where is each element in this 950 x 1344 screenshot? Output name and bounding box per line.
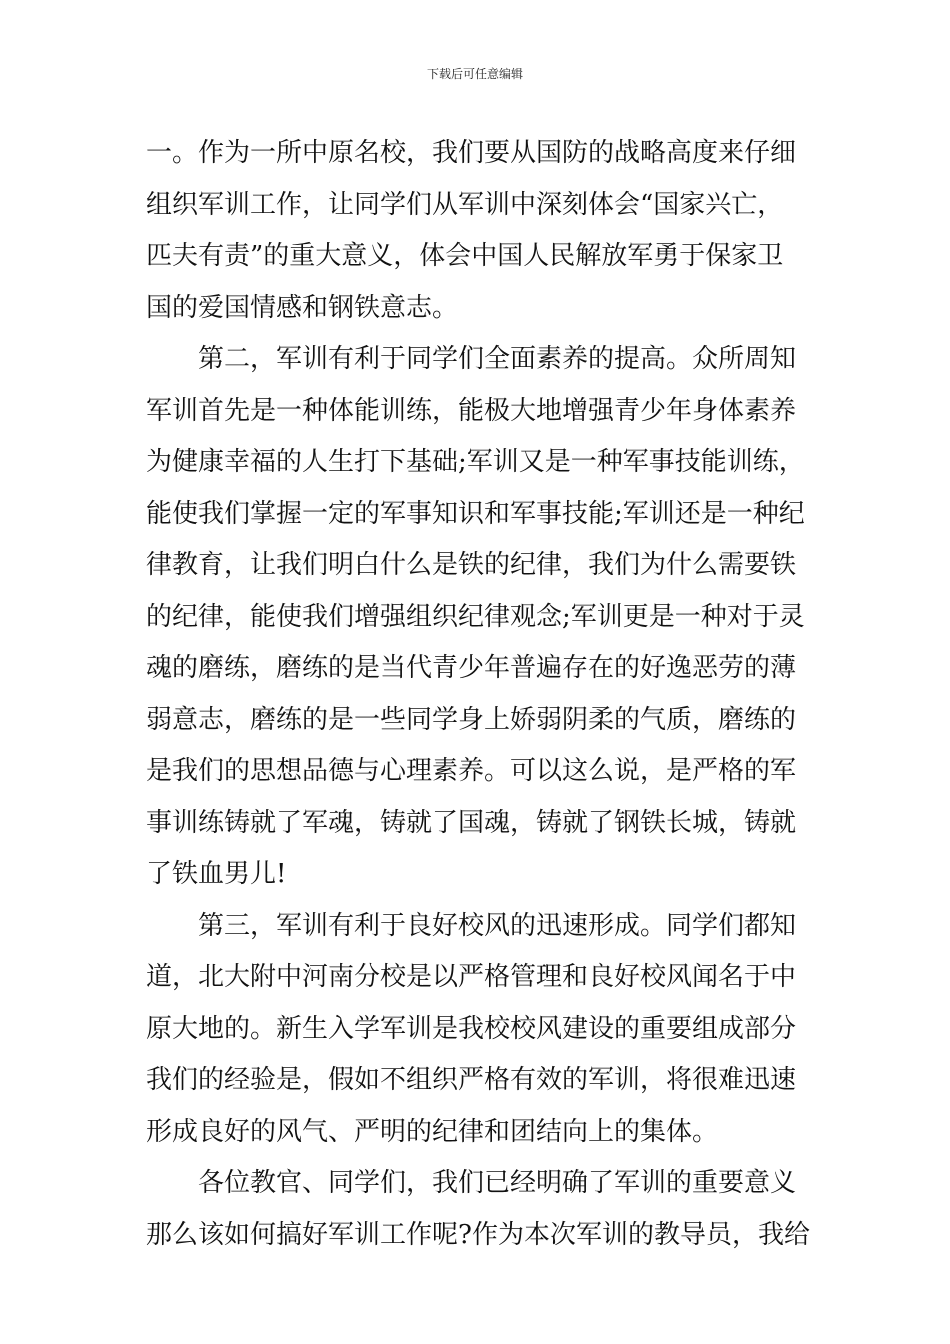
text-line: 组织军训工作，让同学们从军训中深刻体会“国家兴亡，: [146, 189, 784, 220]
document-body: [146, 128, 810, 1261]
text-line: 为健康幸福的人生打下基础;军训又是一种军事技能训练，: [146, 447, 805, 477]
text-line: 道，北大附中河南分校是以严格管理和良好校风闻名于中: [146, 962, 797, 992]
text-line: 我们的经验是，假如不组织严格有效的军训，将很难迅速: [146, 1065, 797, 1095]
text-line: 是我们的思想品德与心理素养。可以这么说，是严格的军: [146, 756, 797, 786]
text-line: 魂的磨练，磨练的是当代青少年普遍存在的好逸恶劳的薄: [146, 653, 797, 683]
text-line: 匹夫有责”的重大意义，体会中国人民解放军勇于保家卫: [146, 241, 784, 271]
text-line: 弱意志，磨练的是一些同学身上娇弱阴柔的气质，磨练的: [146, 704, 797, 735]
text-line: 了铁血男儿!: [146, 859, 287, 889]
text-line: 原大地的。新生入学军训是我校校风建设的重要组成部分: [146, 1013, 797, 1044]
text-line: 能使我们掌握一定的军事知识和军事技能;军训还是一种纪: [146, 498, 805, 529]
text-line: 国的爱国情感和钢铁意志。: [146, 292, 459, 323]
text-line: 律教育，让我们明白什么是铁的纪律，我们为什么需要铁: [146, 550, 797, 580]
text-line: 形成良好的风气、严明的纪律和团结向上的集体。: [146, 1116, 719, 1147]
text-line: 一。作为一所中原名校，我们要从国防的战略高度来仔细: [146, 138, 797, 168]
page-header-note: 下载后可任意编辑: [426, 67, 523, 81]
text-line: 军训首先是一种体能训练，能极大地增强青少年身体素养: [146, 395, 797, 426]
text-line: 第二，军训有利于同学们全面素养的提高。众所周知: [198, 344, 797, 374]
text-line: 事训练铸就了军魂，铸就了国魂，铸就了钢铁长城，铸就: [146, 807, 797, 838]
text-line: 各位教官、同学们，我们已经明确了军训的重要意义: [198, 1168, 797, 1198]
text-line: 的纪律，能使我们增强组织纪律观念;军训更是一种对于灵: [146, 601, 805, 632]
text-line: 那么该如何搞好军训工作呢?作为本次军训的教导员，我给: [146, 1219, 810, 1250]
text-line: 第三，军训有利于良好校风的迅速形成。同学们都知: [198, 910, 797, 941]
